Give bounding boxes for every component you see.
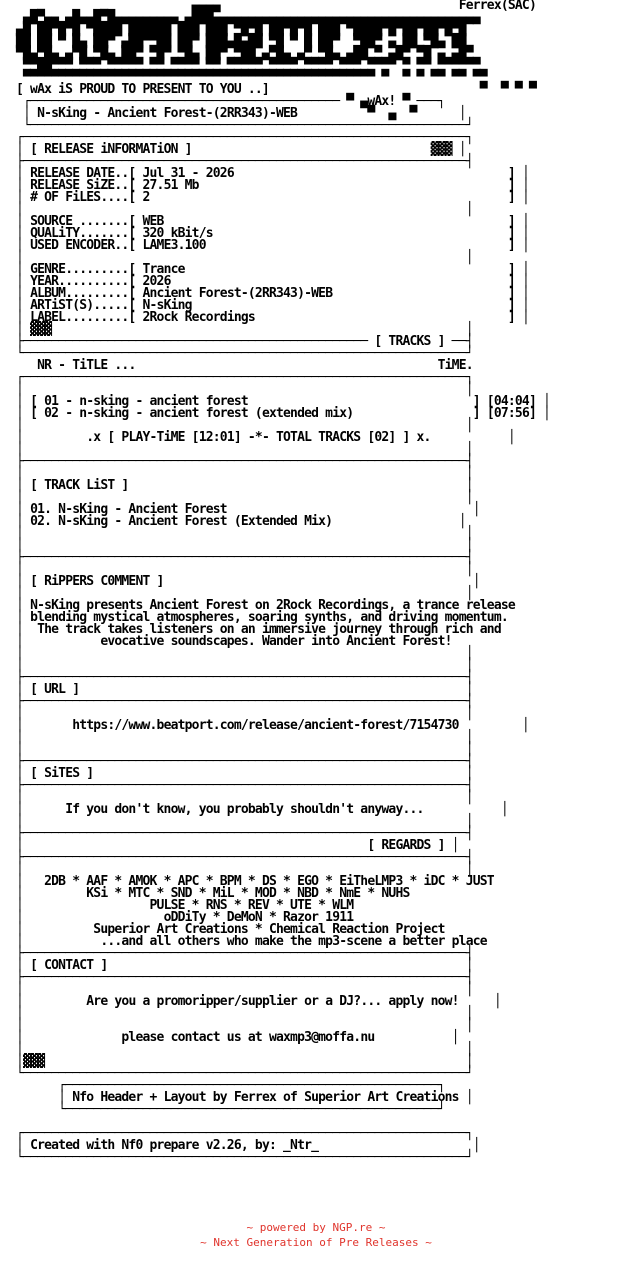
release-info-row: SOURCE .......[ WEB [30, 214, 164, 229]
nfo-document: ▄▄▄▄ Ferrex(SAC) ▄█▀▄▄ ▄█▄▄█▀█▄▄▄▄▄▄▄▄▄ ▄███▄▄▄▄▄▄▄▄▄▄▄▄▄▄▄▄▄▄▄▄▄▄▄▄▄▄▄▄▄▄▄▄▄▄▄▄▄▄ ▄█ ██▀█▀█ ▀████ ██████ ███ ███ ▀█▀█ ██▀█▀█ ███ ▀████▀█▀██▀██▀█▀█ ██ ██ ▀ █▄ ██▀ ▄██▀▀██ ██▀ ███▄█▄██ ▀█ ▀ █ ██▀ ▀██▀ ▄ ██ ▀█▄ ██ ▀█▄▀█▄ ▄▀█ ▀█▄ ██▀ ▀█▀ ▀█▄ ██▀ ▀██ ▄▀█▄ ▄▀ ▀█▄ ▄██ ▀ ▄█▀ ▀█ ▄ ▄█▀ ▀▀██▀▀▀ ▀▀▀ ▀▀▀▀▀ ▀▀ ▀▀▀▀ ▀▀ ▀▀▀▀▀ ▀▀▀▀ ▀▀▀▀ ▀▀▀ ▀▀▀▀ ▀ ▀▀ ▀▀▀▀▀▀ ▀▀▀▀▀▀▀▀▀▀▀▀▀▀▀▀▀▀▀▀▀▀▀▀▀▀▀▀▀▀▀▀▀▀▀▀▀▀▀▀▀▀▀▀▀▀▀▀▀▀ ▀ ▀ ▀ ▀▀ ▀▀ ▀▀ [ wAx iS PROUD TO PRESENT TO YOU ..] ▀ ▀ ▀ ▀ ┌──────────────────────────────────────────── ▀ ▄wAx! ▀ ───┐ │ N-sKing - Ancient Forest-(2RR343)-WEB ▀ ▄ ▀ │ └──────────────────────────────────────────────────────────────┘ ┌───────────────────────────────────────────────────────────────┐ │ [ RELEASE iNFORMATiON ] ▓▓▓ │ ├───────────────────────────────────────────────────────────────┤ │ RELEASE DATE..[ Jul 31 - 2026 ] │ │ RELEASE SiZE..[ 27.51 Mb ] │ │ # OF FiLES....[ 2 ] │ │ │ │ SOURCE .......[ WEB ] │ │ QUALiTY.......[ 320 kBit/s ] │ │ USED ENCODER..[ LAME3.100 ] │ │ │ │ GENRE.........[ Trance ] │ │ YEAR..........[ 2026 ] │ │ ALBUM.........[ Ancient Forest-(2RR343)-WEB ] │ │ ARTiST(S).....[ N-sKing ] │ │ LABEL.........[ 2Rock Recordings ] │ │ ▓▓▓ │ ├───────────────────────────────────────────────── [ TRACKS ] ──┤ └───────────────────────────────────────────────────────────────┘ NR - TiTLE ... TiME. ┌───────────────────────────────────────────────────────────────┐ │ │ │ [ 01 - n-sking - ancient forest ] [04:04] │ │ [ 02 - n-sking - ancient forest (extended mix) ] [07:56] │ │ │ │ .x [ PLAY-TiME [12:01] -*- TOTAL TRACKS [02] ] x. │ │ │ ├───────────────────────────────────────────────────────────────┤ │ │ │ [ TRACK LiST ] │ │ │ │ 01. N-sKing - Ancient Forest │ │ 02. N-sKing - Ancient Forest (Extended Mix) │ │ │ │ │ ├───────────────────────────────────────────────────────────────┤ │ │ │ [ RiPPERS C0MMENT ] │ │ │ │ N-sKing presents Ancient Forest on 2Rock Recordings, a trance release │ blending mystical atmospheres, soaring synths, and driving momentum. │ The track takes listeners on an immersive journey through rich and │ evocative soundscapes. Wander into Ancient Forest! │ │ │ │ ├───────────────────────────────────────────────────────────────┤ │ [ URL ] │ ├───────────────────────────────────────────────────────────────┤ │ │ │ https://www.beatport.com/release/ancient-forest/7154730 │ │ │ │ │ ├───────────────────────────────────────────────────────────────┤ │ [ SiTES ] │ ├───────────────────────────────────────────────────────────────┤ │ │ │ If you don't know, you probably shouldn't anyway... │ │ │ ├───────────────────────────────────────────────────────────────┤ │ [ REGARDS ] │ ├───────────────────────────────────────────────────────────────┤ │ │ │ 2DB * AAF * AMOK * APC * BPM * DS * EGO * EiTheLMP3 * iDC * JUST │ KSi * MTC * SND * MiL * MOD * NBD * NmE * NUHS │ PULSE * RNS * REV * UTE * WLM │ oDDiTy * DeMoN * Razor 1911 │ Superior Art Creations * Chemical Reaction Project │ ...and all others who make the mp3-scene a better place ├───────────────────────────────────────────────────────────────┤ │ [ CONTACT ] │ ├───────────────────────────────────────────────────────────────┤ │ │ │ Are you a promoripper/supplier or a DJ?... apply now! │ │ │ │ │ │ please contact us at waxmp3@moffa.nu │ │ │ │▓▓▓ │ └───────────────────────────────────────────────────────────────┘ ┌─────────────────────────────────────────────────────┐ │ Nfo Header + Layout by Ferrex of Superior Art Creations │ └─────────────────────────────────────────────────────┘ ┌───────────────────────────────────────────────────────────────┐ │ Created with Nf0 prepare v2.26, by: _Ntr_ │ └───────────────────────────────────────────────────────────────┘ [16, 0, 551, 1165]
release-info-row: RELEASE SiZE..[ 27.51 Mb [30, 178, 199, 193]
tracks-col-time: TiME. [437, 358, 473, 373]
regards-line: oDDiTy * DeMoN * Razor 1911 [23, 910, 354, 925]
track-list-item: 02. N-sKing - Ancient Forest (Extended Mix) [30, 514, 333, 529]
release-info-heading: [ RELEASE iNFORMATiON ] [30, 142, 192, 157]
present-banner: [ wAx iS PROUD TO PRESENT TO YOU ..] [16, 82, 269, 97]
track-row: [ 01 - n-sking - ancient forest ] [04:04] [30, 394, 536, 409]
comment-line: N-sKing presents Ancient Forest on 2Rock Recordings, a trance release [30, 598, 515, 613]
release-info-row: ALBUM.........[ Ancient Forest-(2RR343)-WEB [30, 286, 333, 301]
tracks-summary: .x [ PLAY-TiME [12:01] -*- TOTAL TRACKS [02] ] x. [86, 430, 431, 445]
track-list-heading: [ TRACK LiST ] [30, 478, 129, 493]
logo-art: ▄▄▄▄ Ferrex(SAC) ▄█▀▄▄ ▄█▄▄█▀█▄▄▄▄▄▄▄▄▄ ▄███▄▄▄▄▄▄▄▄▄▄▄▄▄▄▄▄▄▄▄▄▄▄▄▄▄▄▄▄▄▄▄▄▄▄▄▄▄▄ ▄█ ██▀█▀█ ▀████ ██████ ███ ███ ▀█▀█ ██▀█▀█ ███ ▀████▀█▀██▀██▀█▀█ ██ ██ ▀ █▄ ██▀ ▄██▀▀██ ██▀ ███▄█▄██ ▀█ ▀ █ ██▀ ▀██▀ ▄ ██ ▀█▄ ██ ▀█▄▀█▄ ▄▀█ ▀█▄ ██▀ ▀█▀ ▀█▄ ██▀ ▀██ ▄▀█▄ ▄▀ ▀█▄ ▄██ ▀ ▄█▀ ▀█ ▄ ▄█▀ ▀▀██▀▀▀ ▀▀▀ ▀▀▀▀▀ ▀▀ ▀▀▀▀ ▀▀ ▀▀▀▀▀ ▀▀▀▀ ▀▀▀▀ ▀▀▀ ▀▀▀▀ ▀ ▀▀ ▀▀▀▀▀▀ ▀▀▀▀▀▀▀▀▀▀▀▀▀▀▀▀▀▀▀▀▀▀▀▀▀▀▀▀▀▀▀▀▀▀▀▀▀▀▀▀▀▀▀▀▀▀▀▀▀▀ ▀ ▀ ▀ ▀▀ ▀▀ ▀▀ [16, 0, 536, 85]
regards-heading: [ REGARDS ] [367, 838, 445, 853]
tracks-heading: [ TRACKS ] [374, 334, 445, 349]
footer-tagline: ~ Next Generation of Pre Releases ~ [200, 1236, 432, 1249]
tracks-col-title: NR - TiTLE ... [37, 358, 136, 373]
footer [0, 1220, 632, 1250]
release-info-row: # OF FiLES....[ 2 [30, 190, 150, 205]
regards-line: ...and all others who make the mp3-scene a better place [23, 934, 487, 949]
artist-credit: Ferrex(SAC) [458, 0, 536, 13]
release-info-row: GENRE.........[ Trance [30, 262, 185, 277]
created-credit: Created with Nf0 prepare v2.26, by: _Ntr_ [30, 1138, 319, 1153]
url-heading: [ URL ] [30, 682, 80, 697]
track-row: [ 02 - n-sking - ancient forest (extended mix) ] [07:56] [30, 406, 537, 421]
logo-tag: wAx! [367, 94, 396, 109]
regards-line: KSi * MTC * SND * MiL * MOD * NBD * NmE * NUHS [23, 886, 410, 901]
contact-line-1: Are you a promoripper/supplier or a DJ?... apply now! [86, 994, 459, 1009]
release-info-row: YEAR..........[ 2026 [30, 274, 171, 289]
release-info-row: QUALiTY.......[ 320 kBit/s [30, 226, 213, 241]
sites-heading: [ SiTES ] [30, 766, 94, 781]
regards-line: Superior Art Creations * Chemical Reaction Project [23, 922, 445, 937]
comment-line: The track takes listeners on an immersive journey through rich and [30, 622, 501, 637]
comment-line: blending mystical atmospheres, soaring synths, and driving momentum. [30, 610, 508, 625]
comment-heading: [ RiPPERS C0MMENT ] [30, 574, 164, 589]
regards-line: 2DB * AAF * AMOK * APC * BPM * DS * EGO * EiTheLMP3 * iDC * JUST [23, 874, 494, 889]
contact-heading: [ CONTACT ] [30, 958, 108, 973]
comment-line: evocative soundscapes. Wander into Ancient Forest! [30, 634, 452, 649]
release-info-row: RELEASE DATE..[ Jul 31 - 2026 [30, 166, 234, 181]
regards-line: PULSE * RNS * REV * UTE * WLM [23, 898, 354, 913]
powered-by-link[interactable]: ~ powered by NGP.re ~ [246, 1221, 386, 1234]
track-list-item: 01. N-sKing - Ancient Forest [30, 502, 227, 517]
release-info-row: ARTiST(S).....[ N-sKing [30, 298, 192, 313]
release-title: N-sKing - Ancient Forest-(2RR343)-WEB [37, 106, 298, 121]
contact-line-2[interactable]: please contact us at waxmp3@moffa.nu [121, 1030, 375, 1045]
layout-credit: Nfo Header + Layout by Ferrex of Superior Art Creations [72, 1090, 459, 1105]
sites-value: If you don't know, you probably shouldn't anyway... [65, 802, 424, 817]
release-info-row: USED ENCODER..[ LAME3.100 [30, 238, 206, 253]
url-value[interactable]: https://www.beatport.com/release/ancient-forest/7154730 [72, 718, 459, 733]
release-info-row: LABEL.........[ 2Rock Recordings [30, 310, 255, 325]
